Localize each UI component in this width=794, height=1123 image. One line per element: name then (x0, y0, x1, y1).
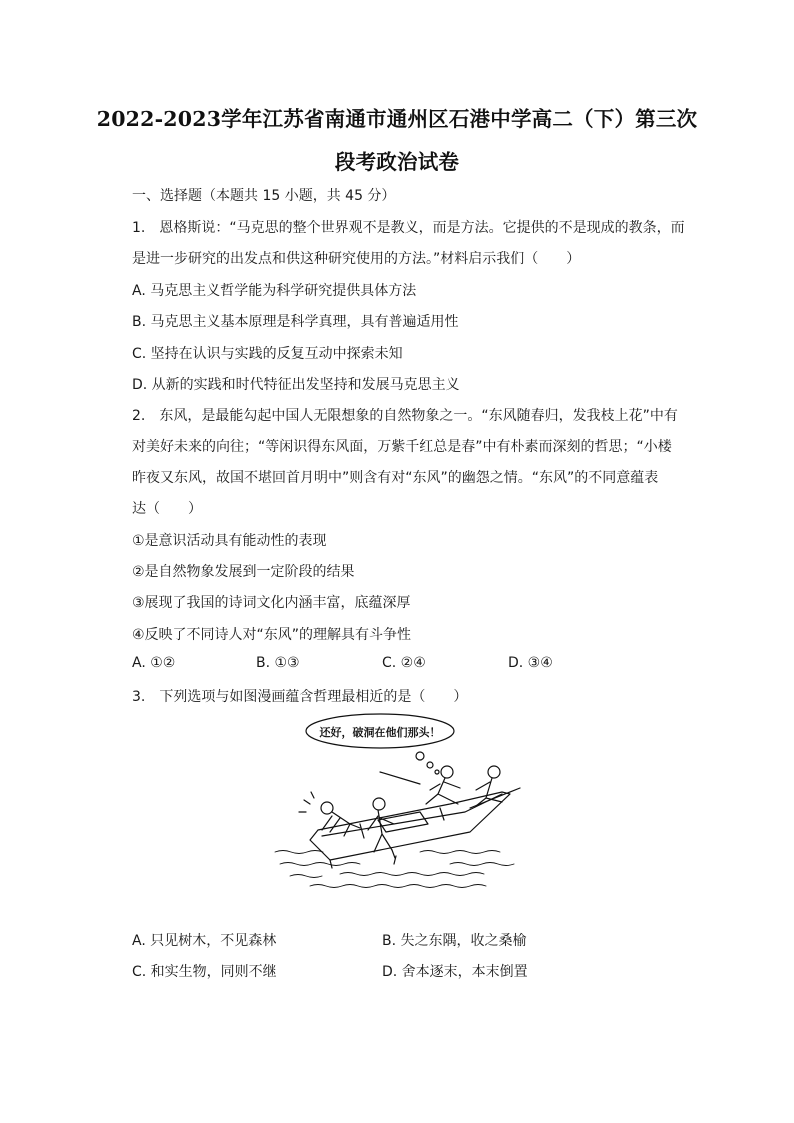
q1-option-c: C. 坚持在认识与实践的反复互动中探索未知 (132, 346, 403, 362)
thought-dot (427, 762, 433, 768)
q2-statement-4: ④反映了不同诗人对“东风”的理解具有斗争性 (132, 627, 412, 643)
boat-cartoon-illustration (270, 712, 525, 898)
q2-option-b: B. ①③ (256, 655, 300, 671)
q1-option-a: A. 马克思主义哲学能为科学研究提供具体方法 (132, 283, 417, 299)
q2-statement-1: ①是意识活动具有能动性的表现 (132, 533, 327, 549)
q2-statement-3: ③展现了我国的诗词文化内涵丰富，底蕴深厚 (132, 595, 411, 611)
title-line-1: 2022-2023学年江苏省南通市通州区石港中学高二（下）第三次 (96, 107, 698, 131)
q2-option-a: A. ①② (132, 655, 176, 671)
thought-dot (416, 752, 424, 760)
thought-dot (435, 770, 439, 774)
q2-stem-line-2: 对美好未来的向往；“等闲识得东风面，万紫千红总是春”中有朴素而深刻的哲思；“小楼 (132, 439, 672, 455)
q1-option-d: D. 从新的实践和时代特征出发坚持和发展马克思主义 (132, 377, 460, 393)
q3-option-b: B. 失之东隅，收之桑榆 (382, 933, 527, 949)
q2-stem-line-3: 昨夜又东风，故国不堪回首月明中”则含有对“东风”的幽怨之情。“东风”的不同意蕴表 (132, 470, 659, 486)
q1-stem-line-2: 是进一步研究的出发点和供这种研究使用的方法。”材料启示我们（ ） (132, 251, 581, 267)
section-heading: 一、选择题（本题共 15 小题，共 45 分） (132, 188, 396, 204)
title-line-2: 段考政治试卷 (334, 150, 460, 174)
q2-statement-2: ②是自然物象发展到一定阶段的结果 (132, 564, 355, 580)
q3-option-c: C. 和实生物，同则不继 (132, 964, 277, 980)
q1-stem-line-1: 1. 恩格斯说：“马克思的整个世界观不是教义，而是方法。它提供的不是现成的教条，而 (132, 220, 685, 236)
q1-option-b: B. 马克思主义基本原理是科学真理，具有普遍适用性 (132, 314, 459, 330)
q3-option-a: A. 只见树木，不见森林 (132, 933, 277, 949)
exam-title (60, 98, 734, 184)
relaxed-man-left (426, 766, 460, 804)
oar (380, 772, 420, 784)
q3-stem: 3. 下列选项与如图漫画蕴含哲理最相近的是（ ） (132, 689, 468, 705)
speech-bubble-text: 还好，破洞在他们那头！ (319, 726, 441, 739)
q2-option-c: C. ②④ (382, 655, 426, 671)
q2-stem-line-4: 达（ ） (132, 501, 202, 517)
q2-stem-line-1: 2. 东风，是最能勾起中国人无限想象的自然物象之一。“东风随春归，发我枝上花”中有 (132, 408, 678, 424)
q2-option-d: D. ③④ (508, 655, 553, 671)
q3-option-d: D. 舍本逐末，本末倒置 (382, 964, 528, 980)
